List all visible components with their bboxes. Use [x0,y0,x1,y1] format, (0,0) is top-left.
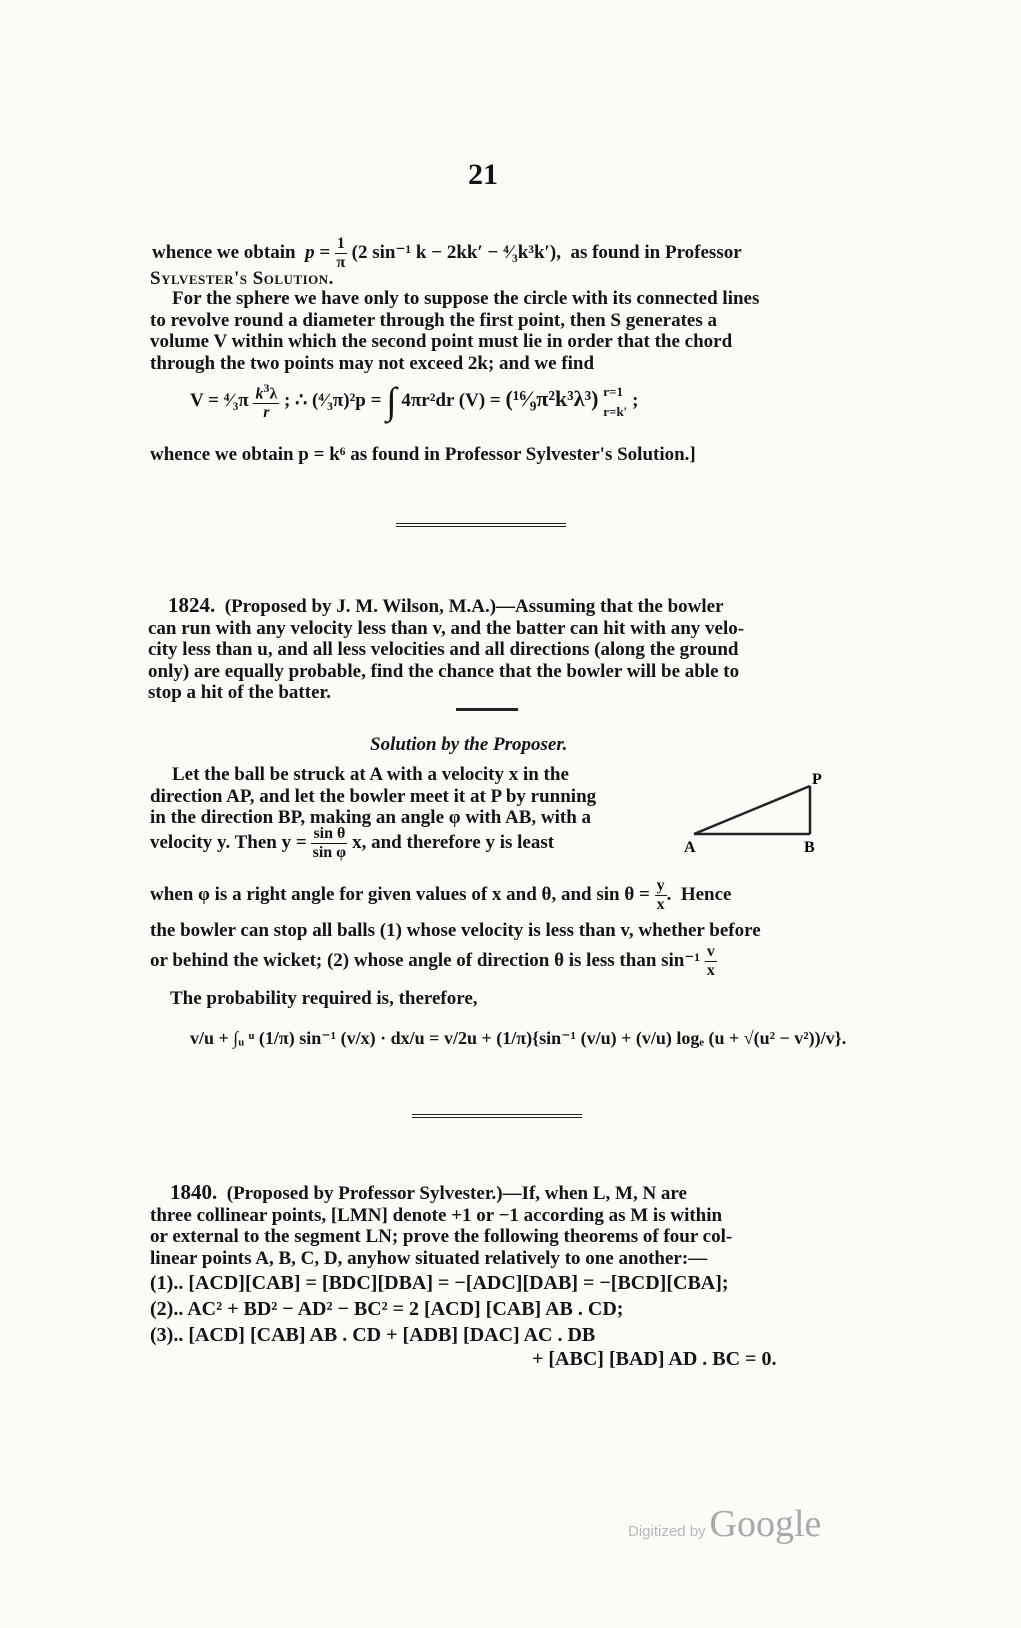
probability-line: The probability required is, therefore, [170,988,478,1009]
result-prefix: whence we obtain [152,241,296,263]
result-line-2: Sylvester's Solution. [150,268,334,289]
watermark-prefix: Digitized by [628,1523,706,1540]
behind-line-text: or behind the wicket; (2) whose angle of direction θ is less than sin⁻¹ [150,949,701,971]
digitized-by-watermark [628,1502,821,1546]
eq-mid: ; ∴ (⁴⁄₃π)²p = [284,390,382,412]
question-1840 [150,1182,828,1269]
question-number: 1824. [168,593,216,617]
solution-line: in the direction BP, making an angle φ with AB, with a [150,807,592,828]
eq-bracket: (¹⁶⁄₉π²k³λ³) [505,386,599,412]
question-line: only) are equally probable, find the chance that the bowler will be able to [148,660,740,682]
line-AP [694,786,810,834]
eq-lower-limit: r=k′ [603,403,628,419]
question-line: city less than u, and all less velocities and all directions (along the ground [148,639,739,660]
label-A: A [684,839,696,856]
question-line: can run with any velocity less than v, and the batter can hit with any velo- [148,617,745,639]
question-line: three collinear points, [LMN] denote +1 or −1 according as M is within [150,1204,723,1226]
result-formula: (2 sin⁻¹ k − 2kk′ − ⁴⁄₃k³k′), [351,241,561,263]
question-line: (Proposed by Professor Sylvester.)—If, when L, M, N are [226,1183,687,1204]
eq-integrand: 4πr²dr (V) = [401,390,501,412]
solution-text [150,764,664,829]
page-number: 21 [468,158,498,191]
eq-upper-limit: r=1 [603,384,623,400]
question-first-line [150,1182,828,1205]
sphere-paragraph [150,288,828,374]
question-line: linear points A, B, C, D, anyhow situated relatively to one another:— [150,1247,708,1269]
when-line: when φ is a right angle for given values of x and θ, and sin θ = $\frac{y}{x}$ . Hence [150,877,732,913]
theorem-2: (2).. AC² + BD² − AD² − BC² = 2 [ACD] [CAB] AB . CD; [150,1298,624,1320]
bowler-line: the bowler can stop all balls (1) whose velocity is less than v, whether before [150,920,761,941]
para-line: volume V within which the second point must lie in order that the chord [150,331,733,352]
when-line-b: Hence [680,883,732,905]
result-line: whence we obtain p = $\frac{1}{\pi}$ (2 sin⁻¹ k − 2kk′ − ⁴⁄₃k³k′), as found in Professor [152,235,742,271]
question-number: 1840. [170,1180,218,1204]
solution-line: direction AP, and let the bowler meet it at P by running [150,785,597,807]
behind-line [150,944,717,979]
theorem-1: (1).. [ACD][CAB] = [BDC][DBA] = −[ADC][DAB] = −[BCD][CBA]; [150,1272,729,1294]
question-first-line [148,595,828,618]
volume-equation: V = ⁴⁄₃π $\frac{k^3\lambda}{r}$ ; ∴ (⁴⁄₃π)²p = ∫ 4πr²dr (V) = (¹⁶⁄₉π²k³λ³) r=1 r=k′ ; [190,380,639,423]
closing-line: whence we obtain p = k⁶ as found in Professor Sylvester's Solution.] [150,444,696,465]
solution-heading: Solution by the Proposer. [370,734,568,755]
frac-numerator: y [656,877,665,894]
label-P: P [812,771,822,788]
integral-sign: ∫ [386,380,397,423]
label-B: B [804,839,815,856]
short-divider [456,708,518,711]
section-divider [396,523,566,527]
velocity-line-b: x, and therefore y is least [352,831,555,853]
theorem-3: (3).. [ACD] [CAB] AB . CD + [ADB] [DAC] AC . DB [150,1324,596,1346]
velocity-line [150,826,664,861]
frac-numerator: sin θ [313,825,346,842]
probability-formula: v/u + ∫ᵤ ᵘ (1/π) sin⁻¹ (v/x) · dx/u = v/2u + (1/π){sin⁻¹ (v/u) + (v/u) logₑ (u + √(u² − v²))/v}. [190,1028,847,1048]
para-line: For the sphere we have only to suppose the circle with its connected lines [172,288,760,309]
velocity-line-a: velocity y. Then y = [150,831,307,853]
frac-denominator: sin φ [312,844,347,861]
solution-line: Let the ball be struck at A with a velocity x in the [172,764,569,785]
question-1824 [148,595,828,704]
theorem-3-cont: + [ABC] [BAD] AD . BC = 0. [532,1348,777,1370]
frac-denominator: x [656,896,665,913]
question-line: stop a hit of the batter. [148,682,331,703]
result-suffix: as found in Professor [570,241,742,263]
triangle-figure [684,768,834,858]
para-line: through the two points may not exceed 2k; and we find [150,352,595,374]
question-line: (Proposed by J. M. Wilson, M.A.)—Assuming that the bowler [224,596,724,617]
section-divider [412,1114,582,1118]
frac-denominator: x [706,962,715,979]
question-line: or external to the segment LN; prove the following theorems of four col- [150,1226,733,1247]
frac-numerator: v [706,943,715,960]
eq-left: V = ⁴⁄₃π [190,390,249,412]
when-line-a: when φ is a right angle for given values of x and θ, and sin θ = [150,883,650,905]
para-line: to revolve round a diameter through the first point, then S generates a [150,309,717,331]
google-logo: Google [709,1503,822,1545]
